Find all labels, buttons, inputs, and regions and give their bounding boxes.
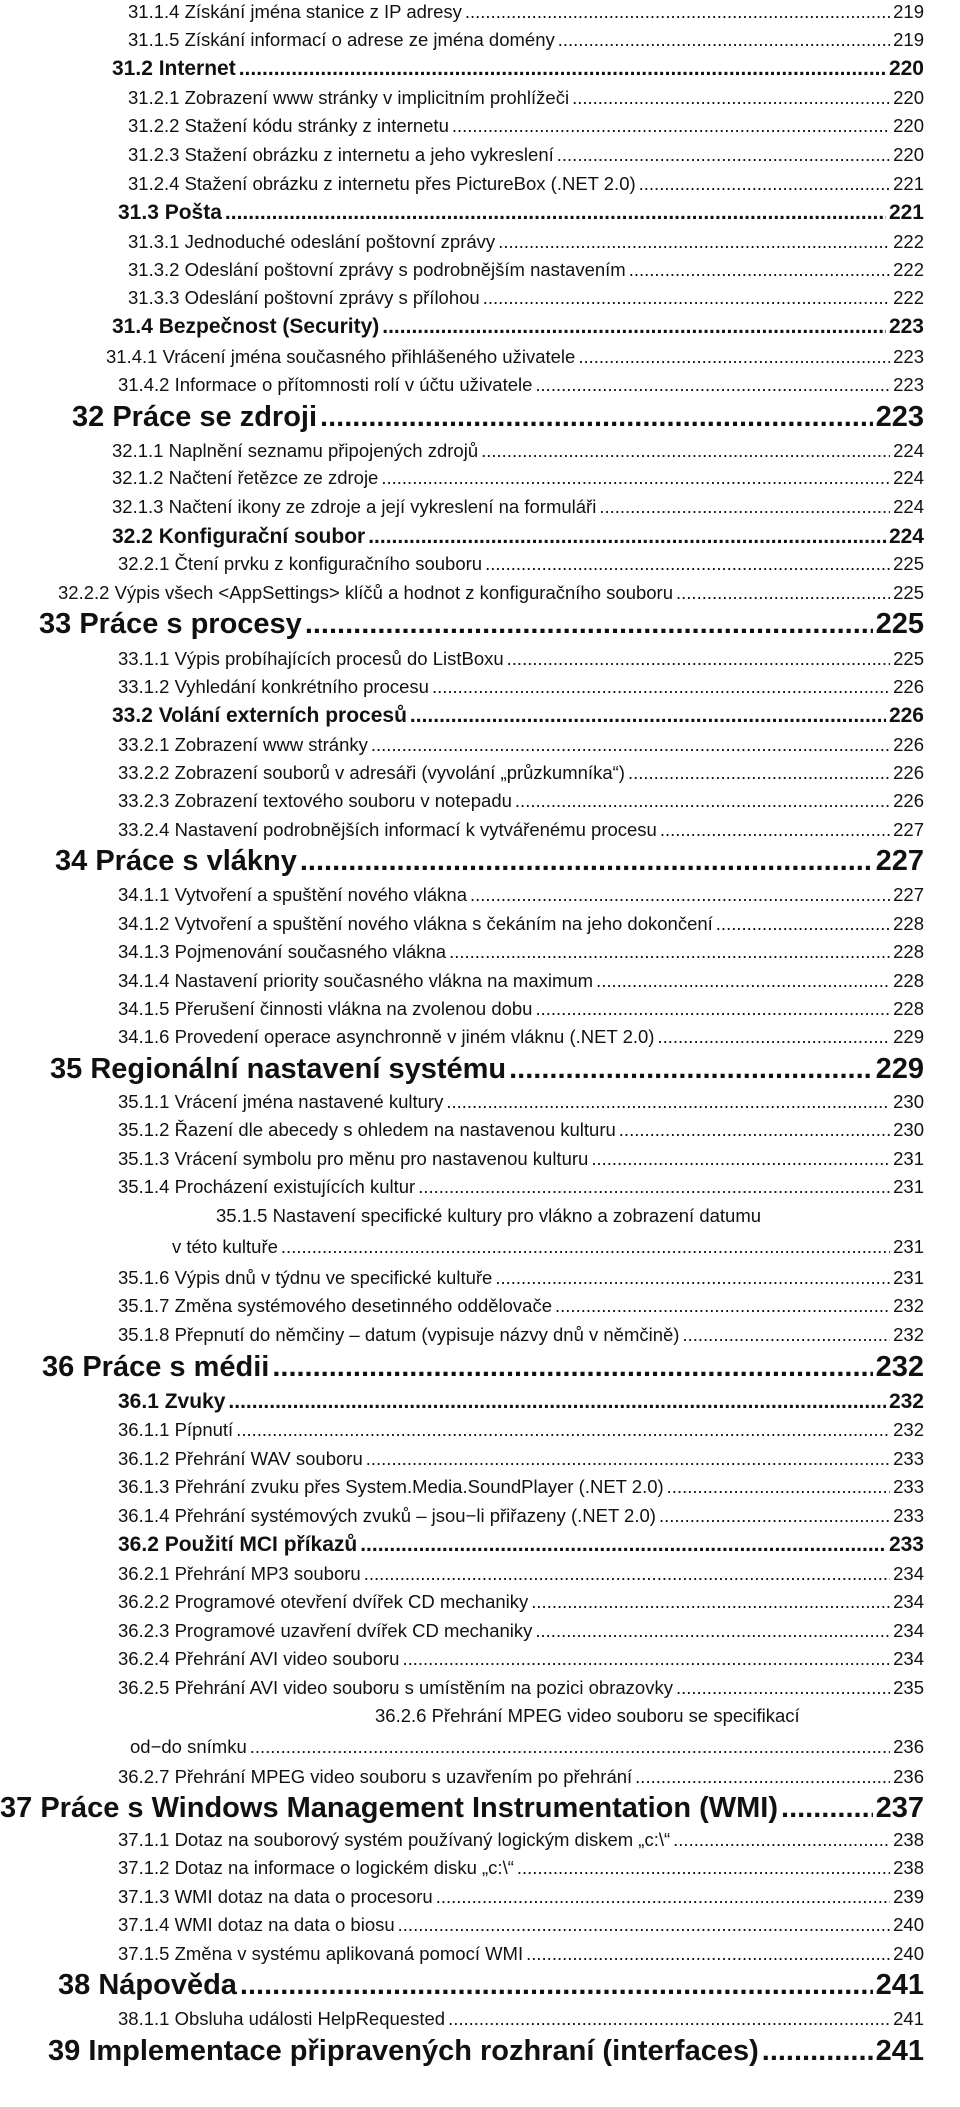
toc-entry-label: 37.1.3 WMI dotaz na data o procesoru (118, 1886, 433, 1907)
toc-subsection[interactable] (128, 1, 924, 23)
page-number: 219 (893, 1, 924, 22)
toc-subsection[interactable] (118, 1476, 924, 1498)
page-number: 228 (893, 970, 924, 991)
page-number: 236 (893, 1736, 924, 1757)
toc-section[interactable] (112, 315, 924, 339)
page-number: 236 (893, 1766, 924, 1787)
toc-entry-label: 32.1.3 Načtení ikony ze zdroje a její vykreslení na formuláři (112, 496, 597, 517)
toc-entry-label: 35.1.7 Změna systémového desetinného oddělovače (118, 1295, 553, 1316)
toc-entry-label: 38 Nápověda (58, 1969, 237, 2001)
toc-entry-label: 36.2 Použití MCI příkazů (118, 1533, 358, 1556)
toc-chapter[interactable] (39, 608, 924, 641)
toc-entry-label: 31.2.4 Stažení obrázku z internetu přes PictureBox (.NET 2.0) (128, 173, 636, 194)
page-number: 225 (893, 582, 924, 603)
toc-subsection[interactable] (118, 648, 924, 670)
dot-leader (360, 1533, 886, 1557)
page-number: 232 (888, 1390, 924, 1413)
page-number: 233 (888, 1533, 924, 1556)
toc-section[interactable] (112, 704, 924, 728)
toc-subsection[interactable] (172, 1236, 924, 1258)
toc-entry-label: 36.1.3 Přehrání zvuku přes System.Media.SoundPlayer (.NET 2.0) (118, 1476, 664, 1497)
page-number: 241 (893, 2008, 924, 2029)
toc-subsection[interactable] (128, 29, 924, 51)
toc-entry-label: 36.2.2 Programové otevření dvířek CD mechaniky (118, 1591, 529, 1612)
dot-leader (531, 1591, 890, 1613)
toc-entry-label: 35.1.6 Výpis dnů v týdnu ve specifické kultuře (118, 1267, 493, 1288)
page-number: 227 (893, 884, 924, 905)
page-number: 223 (893, 374, 924, 395)
dot-leader (660, 819, 890, 841)
dot-leader (446, 1091, 890, 1113)
toc-entry-label: 36.1 Zvuky (118, 1390, 226, 1413)
toc-subsection[interactable] (118, 676, 924, 698)
toc-subsection[interactable] (106, 346, 924, 368)
toc-subsection[interactable] (118, 1419, 924, 1441)
toc-section[interactable] (118, 1533, 924, 1557)
dot-leader (228, 1390, 886, 1414)
toc-chapter[interactable] (58, 1969, 924, 2002)
dot-leader (272, 1351, 872, 1384)
toc-subsection[interactable] (112, 496, 924, 518)
toc-subsection[interactable] (58, 582, 924, 604)
page-number: 232 (893, 1324, 924, 1345)
toc-entry-label-continuation: od−do snímku (130, 1736, 247, 1757)
dot-leader (781, 1792, 873, 1825)
toc-subsection[interactable] (118, 1943, 924, 1965)
dot-leader (555, 1295, 890, 1317)
toc-subsection[interactable] (118, 1267, 924, 1289)
toc-entry-label: 31.3.2 Odeslání poštovní zprávy s podrobnějším nastavením (128, 259, 626, 280)
toc-entry-label: 31.2 Internet (112, 57, 236, 80)
toc-entry-label: 33.2 Volání externích procesů (112, 704, 407, 727)
page-number: 232 (875, 1351, 924, 1383)
toc-subsection[interactable] (118, 998, 924, 1020)
dot-leader (635, 1766, 890, 1788)
dot-leader (305, 608, 873, 641)
toc-entry-label-continuation: v této kultuře (172, 1236, 278, 1257)
page-number: 223 (875, 401, 924, 433)
toc-subsection[interactable] (118, 1766, 924, 1788)
page-number: 226 (893, 676, 924, 697)
toc-entry-label: 31.2.2 Stažení kódu stránky z internetu (128, 115, 449, 136)
page-number: 233 (893, 1476, 924, 1497)
toc-subsection[interactable] (118, 553, 924, 575)
toc-entry-label: 39 Implementace připravených rozhraní (interfaces) (48, 2035, 759, 2067)
page-number: 222 (893, 259, 924, 280)
dot-leader (402, 1648, 890, 1670)
toc-entry-label: 36.2.1 Přehrání MP3 souboru (118, 1563, 361, 1584)
page-number: 221 (888, 201, 924, 224)
dot-leader (448, 2008, 890, 2030)
page-number: 234 (893, 1648, 924, 1669)
page-number: 230 (893, 1119, 924, 1140)
toc-subsection[interactable] (118, 1091, 924, 1113)
dot-leader (599, 496, 890, 518)
toc-entry-label: 31.2.1 Zobrazení www stránky v implicitním prohlížeči (128, 87, 570, 108)
dot-leader (639, 173, 890, 195)
toc-subsection[interactable] (118, 1026, 924, 1048)
toc-subsection[interactable] (118, 941, 924, 963)
page-number: 225 (893, 553, 924, 574)
dot-leader (366, 1448, 890, 1470)
toc-entry-label: 31.4.2 Informace o přítomnosti rolí v účtu uživatele (118, 374, 533, 395)
dot-leader (716, 913, 890, 935)
page-number: 228 (893, 941, 924, 962)
toc-subsection[interactable] (130, 1736, 924, 1758)
toc-entry-label: 33.1.1 Výpis probíhajících procesů do ListBoxu (118, 648, 504, 669)
toc-entry-label: 34.1.2 Vytvoření a spuštění nového vlákna s čekáním na jeho dokončení (118, 913, 713, 934)
toc-subsection[interactable] (118, 884, 924, 906)
toc-entry-label: 36.1.1 Pípnutí (118, 1419, 234, 1440)
toc-entry-label: 35.1.2 Řazení dle abecedy s ohledem na nastavenou kulturu (118, 1119, 616, 1140)
toc-entry-label: 34.1.3 Pojmenování současného vlákna (118, 941, 447, 962)
toc-subsection[interactable] (128, 144, 924, 166)
toc-section[interactable] (112, 525, 924, 549)
dot-leader (526, 1943, 890, 1965)
dot-leader (762, 2035, 873, 2068)
toc-subsection[interactable] (118, 734, 924, 756)
toc-entry-label: 35.1.1 Vrácení jména nastavené kultury (118, 1091, 444, 1112)
toc-entry-label: 32.1.1 Naplnění seznamu připojených zdrojů (112, 440, 479, 461)
toc-subsection[interactable] (128, 115, 924, 137)
dot-leader (535, 374, 890, 396)
toc-entry-label: 36.2.5 Přehrání AVI video souboru s umístěním na pozici obrazovky (118, 1677, 673, 1698)
toc-entry-label: 31.4 Bezpečnost (Security) (112, 315, 380, 338)
toc-chapter[interactable] (0, 1792, 924, 1825)
toc-entry-label: 33.2.1 Zobrazení www stránky (118, 734, 368, 755)
toc-entry-label: 32 Práce se zdroji (72, 401, 318, 433)
toc-subsection[interactable] (118, 1677, 924, 1699)
toc-entry-label: 32.2.1 Čtení prvku z konfiguračního souboru (118, 553, 483, 574)
page-number: 233 (893, 1448, 924, 1469)
toc-section[interactable] (118, 1390, 924, 1414)
toc-entry-label: 31.4.1 Vrácení jména současného přihlášeného uživatele (106, 346, 576, 367)
toc-subsection[interactable] (118, 913, 924, 935)
dot-leader (483, 287, 890, 309)
page-number: 231 (893, 1236, 924, 1257)
dot-leader (557, 144, 890, 166)
page-number: 225 (875, 608, 924, 640)
toc-subsection[interactable] (118, 1324, 924, 1346)
toc-entry-label: 35.1.8 Přepnutí do němčiny – datum (vypisuje názvy dnů v němčině) (118, 1324, 680, 1345)
page-number: 222 (893, 231, 924, 252)
toc-subsection[interactable] (118, 1648, 924, 1670)
page-number: 220 (888, 57, 924, 80)
page-number: 227 (875, 845, 924, 877)
dot-leader (398, 1914, 890, 1936)
toc-entry-label: 36.2.4 Přehrání AVI video souboru (118, 1648, 400, 1669)
toc-subsection[interactable] (118, 1829, 924, 1851)
dot-leader (682, 1324, 890, 1346)
page-number: 233 (893, 1505, 924, 1526)
dot-leader (364, 1563, 890, 1585)
toc-entry-label: 33.2.4 Nastavení podrobnějších informací k vytvářenému procesu (118, 819, 657, 840)
page-number: 231 (893, 1176, 924, 1197)
toc-subsection[interactable] (128, 287, 924, 309)
toc-entry-label: 34.1.6 Provedení operace asynchronně v jiném vláknu (.NET 2.0) (118, 1026, 655, 1047)
dot-leader (236, 1419, 890, 1441)
page-number: 240 (893, 1943, 924, 1964)
page-number: 232 (893, 1419, 924, 1440)
page-number: 231 (893, 1148, 924, 1169)
page-number: 224 (893, 440, 924, 461)
page-number: 235 (893, 1677, 924, 1698)
page-number: 238 (893, 1857, 924, 1878)
page-number: 231 (893, 1267, 924, 1288)
dot-leader (452, 115, 890, 137)
dot-leader (572, 87, 890, 109)
toc-subsection[interactable] (128, 259, 924, 281)
page-number: 221 (893, 173, 924, 194)
toc-section[interactable] (112, 57, 924, 81)
toc-subsection[interactable] (118, 2008, 924, 2030)
toc-subsection[interactable] (128, 231, 924, 253)
page-number: 219 (893, 29, 924, 50)
page-number: 226 (893, 762, 924, 783)
page-number: 238 (893, 1829, 924, 1850)
dot-leader (481, 440, 890, 462)
page-number: 226 (888, 704, 924, 727)
toc-entry-label: 37.1.2 Dotaz na informace o logickém disku „c:\“ (118, 1857, 514, 1878)
toc-subsection[interactable] (118, 790, 924, 812)
toc-subsection[interactable] (118, 1176, 924, 1198)
page-number: 227 (893, 819, 924, 840)
toc-entry-label: 36 Práce s médii (42, 1351, 270, 1383)
dot-leader (558, 29, 890, 51)
page-number: 223 (888, 315, 924, 338)
toc-entry-label: 33.1.2 Vyhledání konkrétního procesu (118, 676, 429, 697)
page-number: 228 (893, 913, 924, 934)
dot-leader (250, 1736, 890, 1758)
page-number: 226 (893, 734, 924, 755)
dot-leader (619, 1119, 890, 1141)
dot-leader (591, 1148, 890, 1170)
page-number: 234 (893, 1591, 924, 1612)
toc-subsection[interactable] (118, 1148, 924, 1170)
toc-chapter[interactable] (50, 1053, 924, 1086)
dot-leader (465, 1, 890, 23)
page-number: 241 (875, 1969, 924, 2001)
page-number: 234 (893, 1620, 924, 1641)
page-number: 229 (875, 1053, 924, 1085)
toc-section[interactable] (118, 201, 924, 225)
toc-subsection[interactable] (118, 1886, 924, 1908)
toc-chapter[interactable] (72, 401, 924, 434)
page-number: 234 (893, 1563, 924, 1584)
page-number: 225 (893, 648, 924, 669)
toc-entry-label: 31.3.1 Jednoduché odeslání poštovní zprávy (128, 231, 496, 252)
toc-subsection[interactable] (112, 440, 924, 462)
dot-leader (507, 648, 890, 670)
dot-leader (368, 525, 886, 549)
page-number: 226 (893, 790, 924, 811)
dot-leader (281, 1236, 890, 1258)
dot-leader (485, 553, 890, 575)
dot-leader (629, 259, 890, 281)
dot-leader (676, 1677, 890, 1699)
toc-entry-label: 34.1.4 Nastavení priority současného vlákna na maximum (118, 970, 594, 991)
page-number: 224 (893, 467, 924, 488)
dot-leader (410, 704, 886, 728)
page-number: 222 (893, 287, 924, 308)
page-number: 241 (875, 2035, 924, 2067)
dot-leader (628, 762, 890, 784)
toc-subsection[interactable] (118, 970, 924, 992)
toc-entry-label: 32.2 Konfigurační soubor (112, 525, 366, 548)
dot-leader (578, 346, 890, 368)
page-number: 240 (893, 1914, 924, 1935)
toc-entry-label: 36.1.4 Přehrání systémových zvuků – jsou−li přiřazeny (.NET 2.0) (118, 1505, 656, 1526)
dot-leader (225, 201, 886, 225)
page-number: 220 (893, 115, 924, 136)
toc-entry-label: 33.2.2 Zobrazení souborů v adresáři (vyvolání „průzkumníka“) (118, 762, 625, 783)
toc-entry-label: 36.2.3 Programové uzavření dvířek CD mechaniky (118, 1620, 533, 1641)
toc-entry-label: 32.1.2 Načtení řetězce ze zdroje (112, 467, 379, 488)
toc-entry-label: 37.1.5 Změna v systému aplikovaná pomocí WMI (118, 1943, 524, 1964)
toc-subsection[interactable] (118, 1505, 924, 1527)
page-number: 237 (875, 1792, 924, 1824)
dot-leader (320, 401, 873, 434)
dot-leader (515, 790, 890, 812)
toc-entry-label: 35.1.5 Nastavení specifické kultury pro vlákno a zobrazení datumu (216, 1205, 762, 1226)
toc-subsection[interactable] (118, 374, 924, 396)
toc-subsection[interactable] (112, 467, 924, 489)
page-number: 239 (893, 1886, 924, 1907)
dot-leader (432, 676, 890, 698)
dot-leader (240, 1969, 873, 2002)
toc-entry-label: 34.1.1 Vytvoření a spuštění nového vlákna (118, 884, 467, 905)
toc-chapter[interactable] (48, 2035, 924, 2068)
page-number: 220 (893, 87, 924, 108)
dot-leader (381, 467, 890, 489)
toc-entry-label: 37 Práce s Windows Management Instrumentation (WMI) (0, 1792, 779, 1824)
toc-entry-label: 38.1.1 Obsluha události HelpRequested (118, 2008, 446, 2029)
toc-subsection[interactable] (118, 1914, 924, 1936)
page-number: 223 (893, 346, 924, 367)
dot-leader (436, 1886, 890, 1908)
toc-entry-label: 31.1.4 Získání jména stanice z IP adresy (128, 1, 462, 22)
toc-entry-label: 34 Práce s vlákny (55, 845, 297, 877)
dot-leader (517, 1857, 890, 1879)
toc-chapter[interactable] (55, 845, 924, 878)
toc-subsection[interactable] (118, 1620, 924, 1642)
toc-entry-label: 31.2.3 Stažení obrázku z internetu a jeho vykreslení (128, 144, 554, 165)
dot-leader (382, 315, 886, 339)
toc-subsection[interactable] (118, 1857, 924, 1879)
page-number: 220 (893, 144, 924, 165)
dot-leader (418, 1176, 890, 1198)
dot-leader (470, 884, 890, 906)
toc-entry-label: 33.2.3 Zobrazení textového souboru v notepadu (118, 790, 512, 811)
toc-subsection[interactable] (118, 762, 924, 784)
page-number: 224 (893, 496, 924, 517)
toc-entry-label: 37.1.1 Dotaz na souborový systém používaný logickým diskem „c:\“ (118, 1829, 671, 1850)
toc-entry-label: 36.2.6 Přehrání MPEG video souboru se specifikací (375, 1705, 800, 1726)
dot-leader (657, 1026, 890, 1048)
dot-leader (498, 231, 890, 253)
toc-entry-label: 35.1.4 Procházení existujících kultur (118, 1176, 416, 1197)
dot-leader (300, 845, 873, 878)
toc-subsection[interactable] (118, 1119, 924, 1141)
toc-entry-label: 31.1.5 Získání informací o adrese ze jména domény (128, 29, 555, 50)
toc-subsection[interactable] (118, 1591, 924, 1613)
dot-leader (449, 941, 890, 963)
toc-entry-label: 36.2.7 Přehrání MPEG video souboru s uzavřením po přehrání (118, 1766, 633, 1787)
dot-leader (495, 1267, 890, 1289)
toc-entry-label: 31.3 Pošta (118, 201, 222, 224)
dot-leader (676, 582, 890, 604)
toc-entry-label: 33 Práce s procesy (39, 608, 302, 640)
page-number: 229 (893, 1026, 924, 1047)
page-number: 232 (893, 1295, 924, 1316)
page-number: 228 (893, 998, 924, 1019)
dot-leader (673, 1829, 890, 1851)
toc-entry-label: 37.1.4 WMI dotaz na data o biosu (118, 1914, 395, 1935)
toc-subsection[interactable] (118, 1448, 924, 1470)
dot-leader (371, 734, 890, 756)
toc-entry-label: 35 Regionální nastavení systému (50, 1053, 507, 1085)
dot-leader (535, 998, 890, 1020)
dot-leader (659, 1505, 890, 1527)
toc-entry-label: 35.1.3 Vrácení symbolu pro měnu pro nastavenou kulturu (118, 1148, 589, 1169)
dot-leader (239, 57, 886, 81)
toc-entry-label: 32.2.2 Výpis všech <AppSettings> klíčů a hodnot z konfiguračního souboru (58, 582, 674, 603)
toc-subsection[interactable] (118, 1563, 924, 1585)
toc-chapter[interactable] (42, 1351, 924, 1384)
dot-leader (509, 1053, 872, 1086)
dot-leader (667, 1476, 890, 1498)
toc-subsection[interactable] (128, 173, 924, 195)
dot-leader (596, 970, 890, 992)
toc-entry-label: 36.1.2 Přehrání WAV souboru (118, 1448, 363, 1469)
dot-leader (535, 1620, 890, 1642)
toc-subsection[interactable] (118, 819, 924, 841)
page-number: 224 (888, 525, 924, 548)
toc-subsection[interactable] (128, 87, 924, 109)
toc-entry-label: 34.1.5 Přerušení činnosti vlákna na zvolenou dobu (118, 998, 533, 1019)
toc-subsection[interactable] (118, 1295, 924, 1317)
page-number: 230 (893, 1091, 924, 1112)
toc-entry-label: 31.3.3 Odeslání poštovní zprávy s přílohou (128, 287, 480, 308)
